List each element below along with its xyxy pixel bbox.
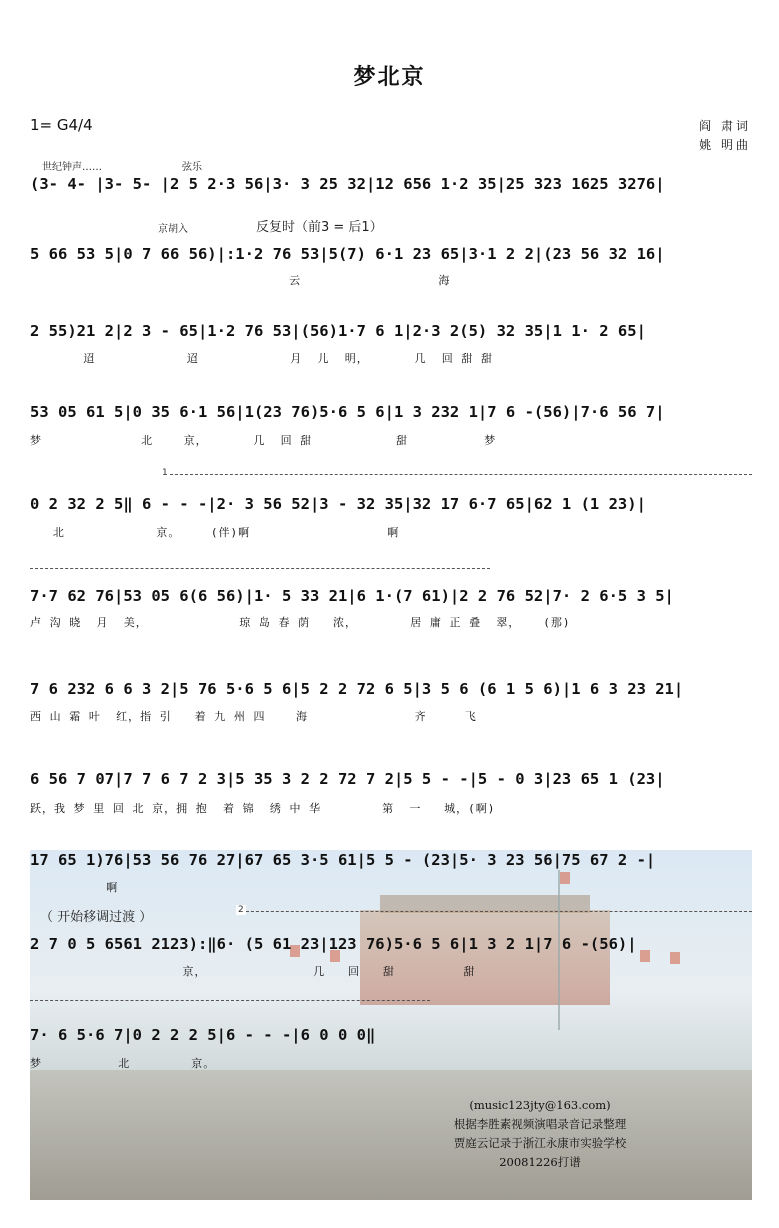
notation-line-2: 5 66 53 5|0 7 66 56)|:1·2 76 53|5(7) 6·1 23 65|3·1 2 2|(23 56 32 16| <box>30 245 665 263</box>
volta-2-number: 2 <box>238 905 244 915</box>
volta-1-continuation <box>30 568 490 569</box>
lyrics-line-5: 北 京。 (伴)啊 啊 <box>30 526 400 539</box>
lyrics-line-7: 西 山 霜 叶 红，指 引 着 九 州 四 海 齐 飞 <box>30 710 477 723</box>
notation-line-7: 7 6 232 6 6 3 2|5 76 5·6 5 6|5 2 2 72 6 5|3 5 6 (6 1 5 6)|1 6 3 23 21| <box>30 680 684 698</box>
notation-line-10: 2 7 0 5 6561 2123):‖6· (5 61 23|123 76)5·6 5 6|1 3 2 1|7 6 -(56)| <box>30 935 637 953</box>
lyrics-line-8: 跃，我 梦 里 回 北 京，拥 抱 着 锦 绣 中 华 第 一 城，(啊) <box>30 802 496 815</box>
notation-line-9: 17 65 1)76|53 56 76 27|67 65 3·5 61|5 5 - (23|5· 3 23 56|75 67 2 -| <box>30 851 656 869</box>
footer-credits <box>390 1096 690 1172</box>
modulation-annotation: （ 开始移调过渡 ） <box>40 910 153 925</box>
footer-email: (music123jty@163.com) <box>469 1098 611 1112</box>
notation-line-1: (3- 4- |3- 5- |2 5 2·3 56|3· 3 25 32|12 656 1·2 35|25 323 1625 3276| <box>30 175 665 193</box>
lyricist-credit: 阎 肃词 <box>699 119 751 133</box>
notation-line-5: 0 2 32 2 5‖ 6 - - -|2· 3 56 52|3 - 32 35|32 17 6·7 65|62 1 (1 23)| <box>30 495 646 513</box>
key-signature: 1= G4/4 <box>30 116 93 134</box>
lyrics-line-10: 京， 几 回 甜 甜 <box>30 965 476 978</box>
lyrics-line-4: 梦 北 京， 几 回 甜 甜 梦 <box>30 434 497 447</box>
volta-2-continuation <box>30 1000 430 1001</box>
lyrics-line-3: 迢 迢 月 儿 明， 几 回 甜 甜 <box>30 352 494 365</box>
lyrics-line-2: 云 海 <box>30 274 451 287</box>
footer-date: 20081226打谱 <box>499 1155 581 1169</box>
lyrics-line-9: 啊 <box>30 881 119 894</box>
repeat-annotation: 反复时（前3 = 后1） <box>256 220 383 235</box>
composer-credit: 姚 明曲 <box>699 138 751 152</box>
strings-annotation: 弦乐 <box>182 162 202 173</box>
notation-line-3: 2 55)21 2|2 3 - 65|1·2 76 53|(56)1·7 6 1|2·3 2(5) 32 35|1 1· 2 65| <box>30 322 646 340</box>
jinghu-annotation: 京胡入 <box>158 224 188 235</box>
song-title: 梦北京 <box>353 65 426 90</box>
lyrics-line-11: 梦 北 京。 <box>30 1057 216 1070</box>
footer-source: 根据李胜素视频演唱录音记录整理 <box>453 1117 627 1131</box>
notation-line-11: 7· 6 5·6 7|0 2 2 2 5|6 - - -|6 0 0 0‖ <box>30 1026 376 1044</box>
volta-1-number: 1 <box>162 468 168 478</box>
intro-bell-annotation: 世纪钟声…… <box>42 162 102 173</box>
notation-line-4: 53 05 61 5|0 35 6·1 56|1(23 76)5·6 5 6|1 3 232 1|7 6 -(56)|7·6 56 7| <box>30 403 665 421</box>
credits <box>699 117 751 155</box>
volta-2-bracket <box>236 911 752 912</box>
volta-1-bracket <box>160 474 752 475</box>
footer-recorder: 贾庭云记录于浙江永康市实验学校 <box>453 1136 627 1150</box>
lyrics-line-6: 卢 沟 晓 月 美， 琼 岛 春 荫 浓， 居 庸 正 叠 翠， (那) <box>30 616 571 629</box>
notation-line-8: 6 56 7 07|7 7 6 7 2 3|5 35 3 2 2 72 7 2|5 5 - -|5 - 0 3|23 65 1 (23| <box>30 770 665 788</box>
notation-line-6: 7·7 62 76|53 05 6(6 56)|1· 5 33 21|6 1·(7 61)|2 2 76 52|7· 2 6·5 3 5| <box>30 587 674 605</box>
